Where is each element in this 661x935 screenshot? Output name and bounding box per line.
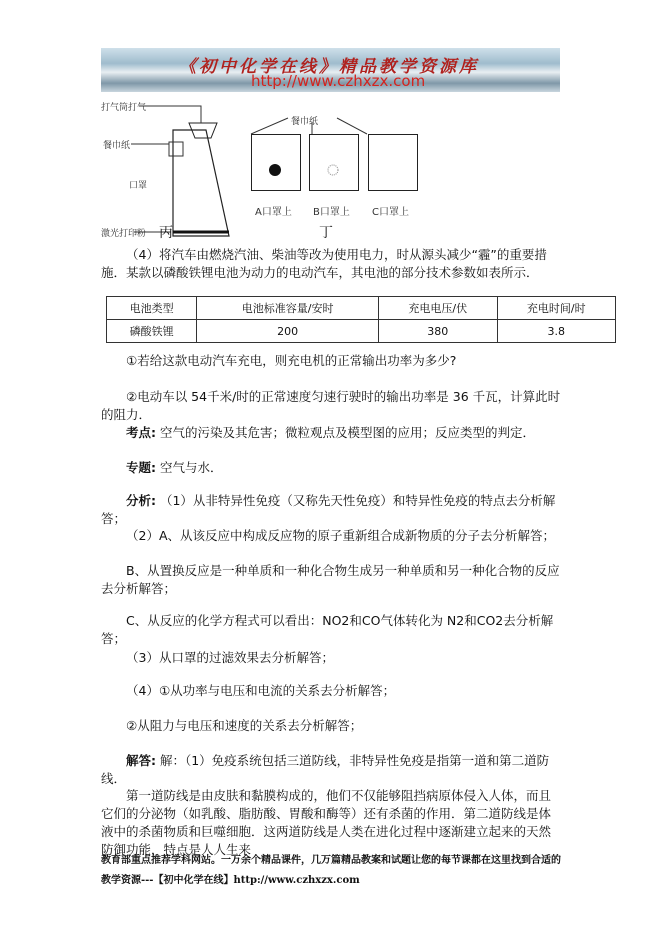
- label-mask: 口罩: [129, 181, 148, 191]
- banner-url: http://www.czhxzx.com: [251, 72, 426, 90]
- table-row: [107, 320, 616, 343]
- caption-bing: 丙: [159, 225, 173, 241]
- jieda: [101, 752, 563, 788]
- banner-title: 《初中化学在线》精品教学资源库: [179, 57, 479, 77]
- fenxi-label: 分析:: [126, 493, 156, 508]
- jieda-text: 解：（1）免疫系统包括三道防线，非特异性免疫是指第一道和第二道防线．: [101, 753, 550, 786]
- fenxi-text: （1）从非特异性免疫（又称先天性免疫）和特异性免疫的特点去分析解答；: [101, 493, 556, 526]
- fenxi: [101, 492, 563, 528]
- table-header-row: [107, 297, 616, 320]
- box-c-label: C口罩上: [372, 207, 409, 218]
- question-4-2: ②电动车以 54千米/时的正常速度匀速行驶时的输出功率是 36 千瓦，计算此时的阻力．: [101, 389, 561, 422]
- cell: 3.8: [497, 320, 616, 343]
- label-toner: 激光打印粉: [101, 229, 147, 239]
- answer-paragraph: 第一道防线是由皮肤和黏膜构成的，他们不仅能够阻挡病原体侵入人体，而且它们的分泌物（如乳酸、脂肪酸、胃酸和酶等）还有杀菌的作用．第二道防线是体液中的杀菌物质和巨噬细胞．这两道防线是人类在进化过程中逐渐建立起来的天然防御功能，特点是人人生来: [101, 788, 552, 857]
- analysis-line: （3）从口罩的过滤效果去分析解答；: [126, 650, 334, 665]
- jieda-label: 解答:: [126, 753, 156, 768]
- analysis-line: （4）①从功率与电压和电流的关系去分析解答；: [126, 683, 396, 698]
- battery-table: [106, 296, 616, 343]
- analysis-line: （2）A、从该反应中构成反应物的原子重新组合成新物质的分子去分析解答；: [126, 528, 556, 543]
- header-cell: 电池标准容量/安时: [197, 297, 379, 320]
- box-a-label: A口罩上: [255, 207, 292, 218]
- kaodian-label: 考点:: [126, 425, 156, 440]
- label-napkin: 餐巾纸: [103, 141, 131, 151]
- kaodian: [101, 424, 563, 442]
- question-4: （4）将汽车由燃烧汽油、柴油等改为使用电力，时从源头减少“霾”的重要措施．某款以磷酸铁锂电池为动力的电动汽车，其电池的部分技术参数如表所示．: [101, 247, 547, 280]
- header-banner: [101, 48, 560, 92]
- analysis-line: ②从阻力与电压和速度的关系去分析解答；: [126, 718, 363, 733]
- experiment-figure: [101, 98, 461, 240]
- label-napkin-top: 餐巾纸: [291, 117, 319, 127]
- header-cell: 充电时间/时: [497, 297, 616, 320]
- analysis-line: C、从反应的化学方程式可以看出：NO2和CO气体转化为 N2和CO2去分析解答；: [101, 613, 554, 646]
- analysis-line: B、从置换反应是一种单质和一种化合物生成另一种单质和另一种化合物的反应去分析解答；: [101, 563, 560, 596]
- cell: 380: [379, 320, 497, 343]
- header-cell: 充电电压/伏: [379, 297, 497, 320]
- box-b-label: B口罩上: [313, 207, 350, 218]
- box-b: [309, 134, 359, 191]
- zhuanti-text: 空气与水．: [156, 460, 223, 475]
- cell: 200: [197, 320, 379, 343]
- zhuanti-label: 专题:: [126, 460, 156, 475]
- question-4-1: ①若给这款电动汽车充电，则充电机的正常输出功率为多少?: [126, 353, 457, 368]
- kaodian-text: 空气的污染及其危害；微粒观点及模型图的应用；反应类型的判定．: [156, 425, 535, 440]
- footer-line-2: 教学资源---【初中化学在线】http://www.czhxzx.com: [101, 875, 360, 886]
- header-cell: 电池类型: [107, 297, 197, 320]
- label-pump: 打气筒打气: [101, 103, 147, 113]
- zhuanti: [101, 459, 563, 477]
- box-c: [368, 134, 418, 191]
- caption-ding: 丁: [319, 225, 333, 241]
- cell: 磷酸铁锂: [107, 320, 197, 343]
- footer-line-1: 教育部重点推荐学科网站。一万余个精品课件，几万篇精品教案和试题让您的每节课都在这里找到合适的: [101, 855, 561, 866]
- box-a: [251, 134, 301, 191]
